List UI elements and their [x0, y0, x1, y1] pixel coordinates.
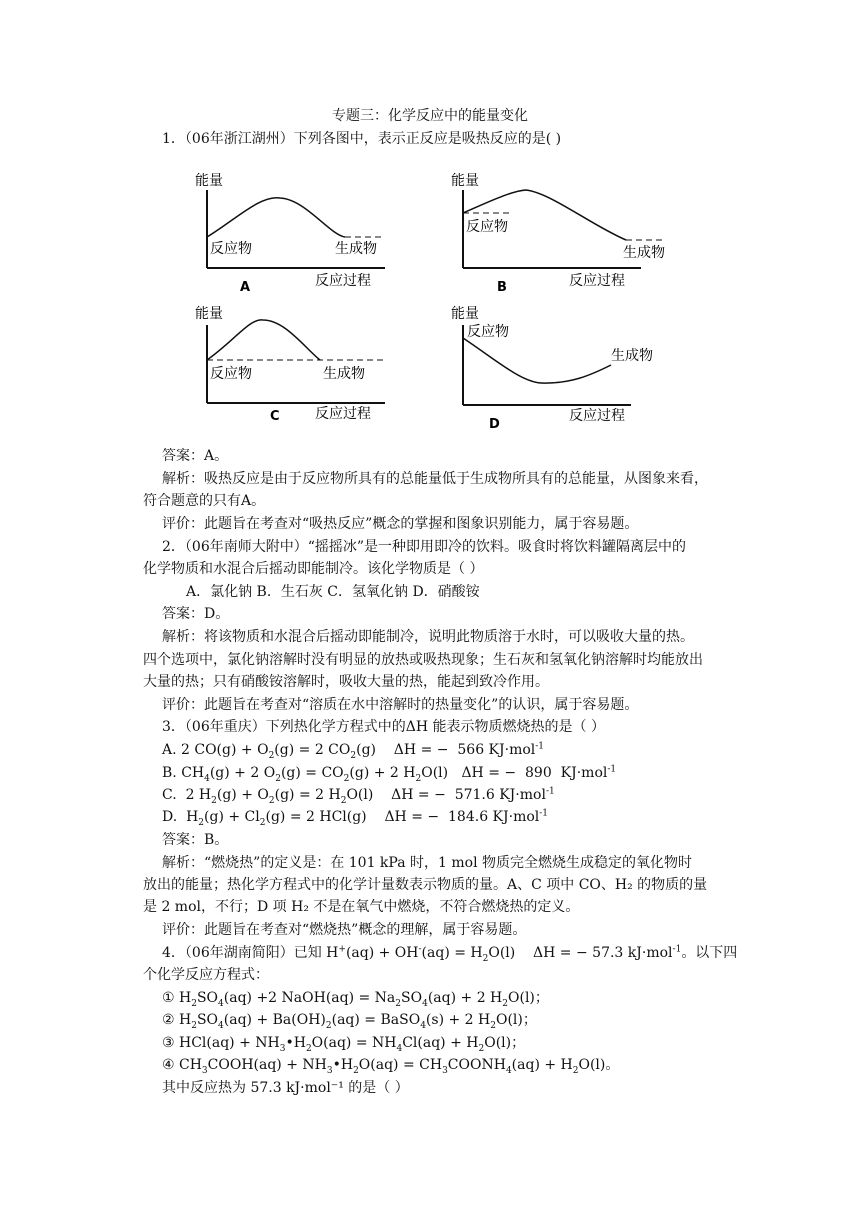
letter-a: A: [240, 280, 251, 295]
svg-text:能量: 能量: [451, 173, 479, 189]
diagram-c: [195, 300, 415, 424]
letter-c: C: [270, 409, 280, 424]
svg-text:生成物: 生成物: [323, 366, 365, 382]
letter-d: D: [489, 417, 500, 432]
q4-question: 其中反应热为 57.3 kJ·mol⁻¹ 的是（ ）: [162, 1080, 409, 1096]
svg-text:反应过程: 反应过程: [569, 408, 625, 424]
q3-stem: 3．（06年重庆）下列热化学方程式中的ΔH 能表示物质燃烧热的是（ ）: [162, 719, 605, 735]
q4-stem: 4．（06年湖南简阳）已知 $H^+(aq) + OH^-(aq) = H_2O(l)$ ΔH = − 57.3 kJ·mol$^{-1}$。以下四: [162, 944, 738, 964]
svg-text:生成物: 生成物: [623, 245, 665, 261]
q3-option-c: C. 2 $H_2(g) + O_2(g) = 2$ $H_2O(l)$ ΔH = − 571.6 KJ·mol$^{-1}$: [162, 786, 555, 806]
q3-comment: 评价：此题旨在考查对“燃烧热”概念的理解，属于容易题。: [162, 922, 527, 938]
q3-option-b: B. $CH_4(g) + 2$ $O_2(g) = CO_2(g) + 2$ $H_2O(l) \Delta H$ = − 890 KJ·mol$^{-1}$: [162, 764, 617, 784]
q2-stem: 2．（06年南师大附中）“摇摇冰”是一种即用即冷的饮料。吸食时将饮料罐隔离层中的: [162, 539, 687, 555]
q4-eq-1: ① $H_2SO_4(aq) +2$ NaOH(aq) = $Na_2SO_4(aq) + 2$ $H_2O(l)$；: [162, 990, 549, 1009]
q3-answer: 答案：B。: [162, 832, 229, 848]
q3-option-d: D. $H_2(g) + Cl_2(g) = 2$ HCl(g) ΔH = − 184.6 KJ·mol$^{-1}$: [162, 808, 549, 828]
product-label: 生成物: [335, 241, 377, 257]
svg-text:反应物: 反应物: [466, 219, 508, 235]
q1-analysis: 解析：吸热反应是由于反应物所具有的总能量低于生成物所具有的总能量，从图象来看，: [162, 471, 708, 487]
svg-text:能量: 能量: [451, 306, 479, 322]
letter-b: B: [497, 280, 507, 295]
q3-option-a: A. 2 $CO(g) + O_2(g) = 2$ $CO_2(g)$ ΔH = − 566 KJ·mol$^{-1}$: [162, 741, 545, 761]
q2-options: A．氯化钠 B．生石灰 C．氢氧化钠 D．硝酸铵: [186, 584, 480, 600]
q1-stem: 1．（06年浙江湖州）下列各图中，表示正反应是吸热反应的是( ): [162, 131, 562, 147]
y-axis-label: 能量: [195, 173, 223, 189]
x-axis-label: 反应过程: [315, 273, 371, 289]
q1-answer: 答案：A。: [162, 448, 229, 464]
reactant-label: 反应物: [210, 241, 252, 257]
q2-comment: 评价：此题旨在考查对“溶质在水中溶解时的热量变化”的认识，属于容易题。: [162, 697, 639, 713]
q3-analysis: 解析：“燃烧热”的定义是：在 101 kPa 时，1 mol 物质完全燃烧生成稳定的氧化物时: [162, 855, 692, 871]
energy-diagrams: [195, 165, 665, 435]
q4-eq-4: ④ $CH_3COOH(aq)$ + $NH_3•H_2O(aq)$ = $CH_3COONH_4(aq) + H_2O(l)$。: [162, 1057, 620, 1076]
diagram-b: [451, 165, 671, 295]
svg-text:反应物: 反应物: [467, 324, 509, 340]
q2-analysis: 解析：将该物质和水混合后摇动即能制冷，说明此物质溶于水时，可以吸收大量的热。: [162, 629, 694, 645]
svg-text:反应过程: 反应过程: [315, 406, 371, 422]
svg-text:反应物: 反应物: [210, 366, 252, 382]
diagram-a: [195, 165, 415, 295]
q1-comment: 评价：此题旨在考查对“吸热反应”概念的掌握和图象识别能力，属于容易题。: [162, 516, 639, 532]
svg-text:反应过程: 反应过程: [569, 273, 625, 289]
q4-eq-2: ② $H_2SO_4(aq) + Ba(OH)_2(aq)$ = BaSO$_4$(s) + 2 $H_2O(l)$；: [162, 1012, 537, 1031]
q4-eq-3: ③ $HCl(aq) + NH_3•H_2O(aq) = NH_4Cl(aq) + H_2O(l)$；: [162, 1035, 526, 1054]
svg-text:生成物: 生成物: [611, 348, 653, 364]
q2-answer: 答案：D。: [162, 606, 230, 622]
svg-text:能量: 能量: [195, 306, 223, 322]
page-title: 专题三：化学反应中的能量变化: [332, 108, 528, 124]
diagram-d: [451, 300, 671, 432]
